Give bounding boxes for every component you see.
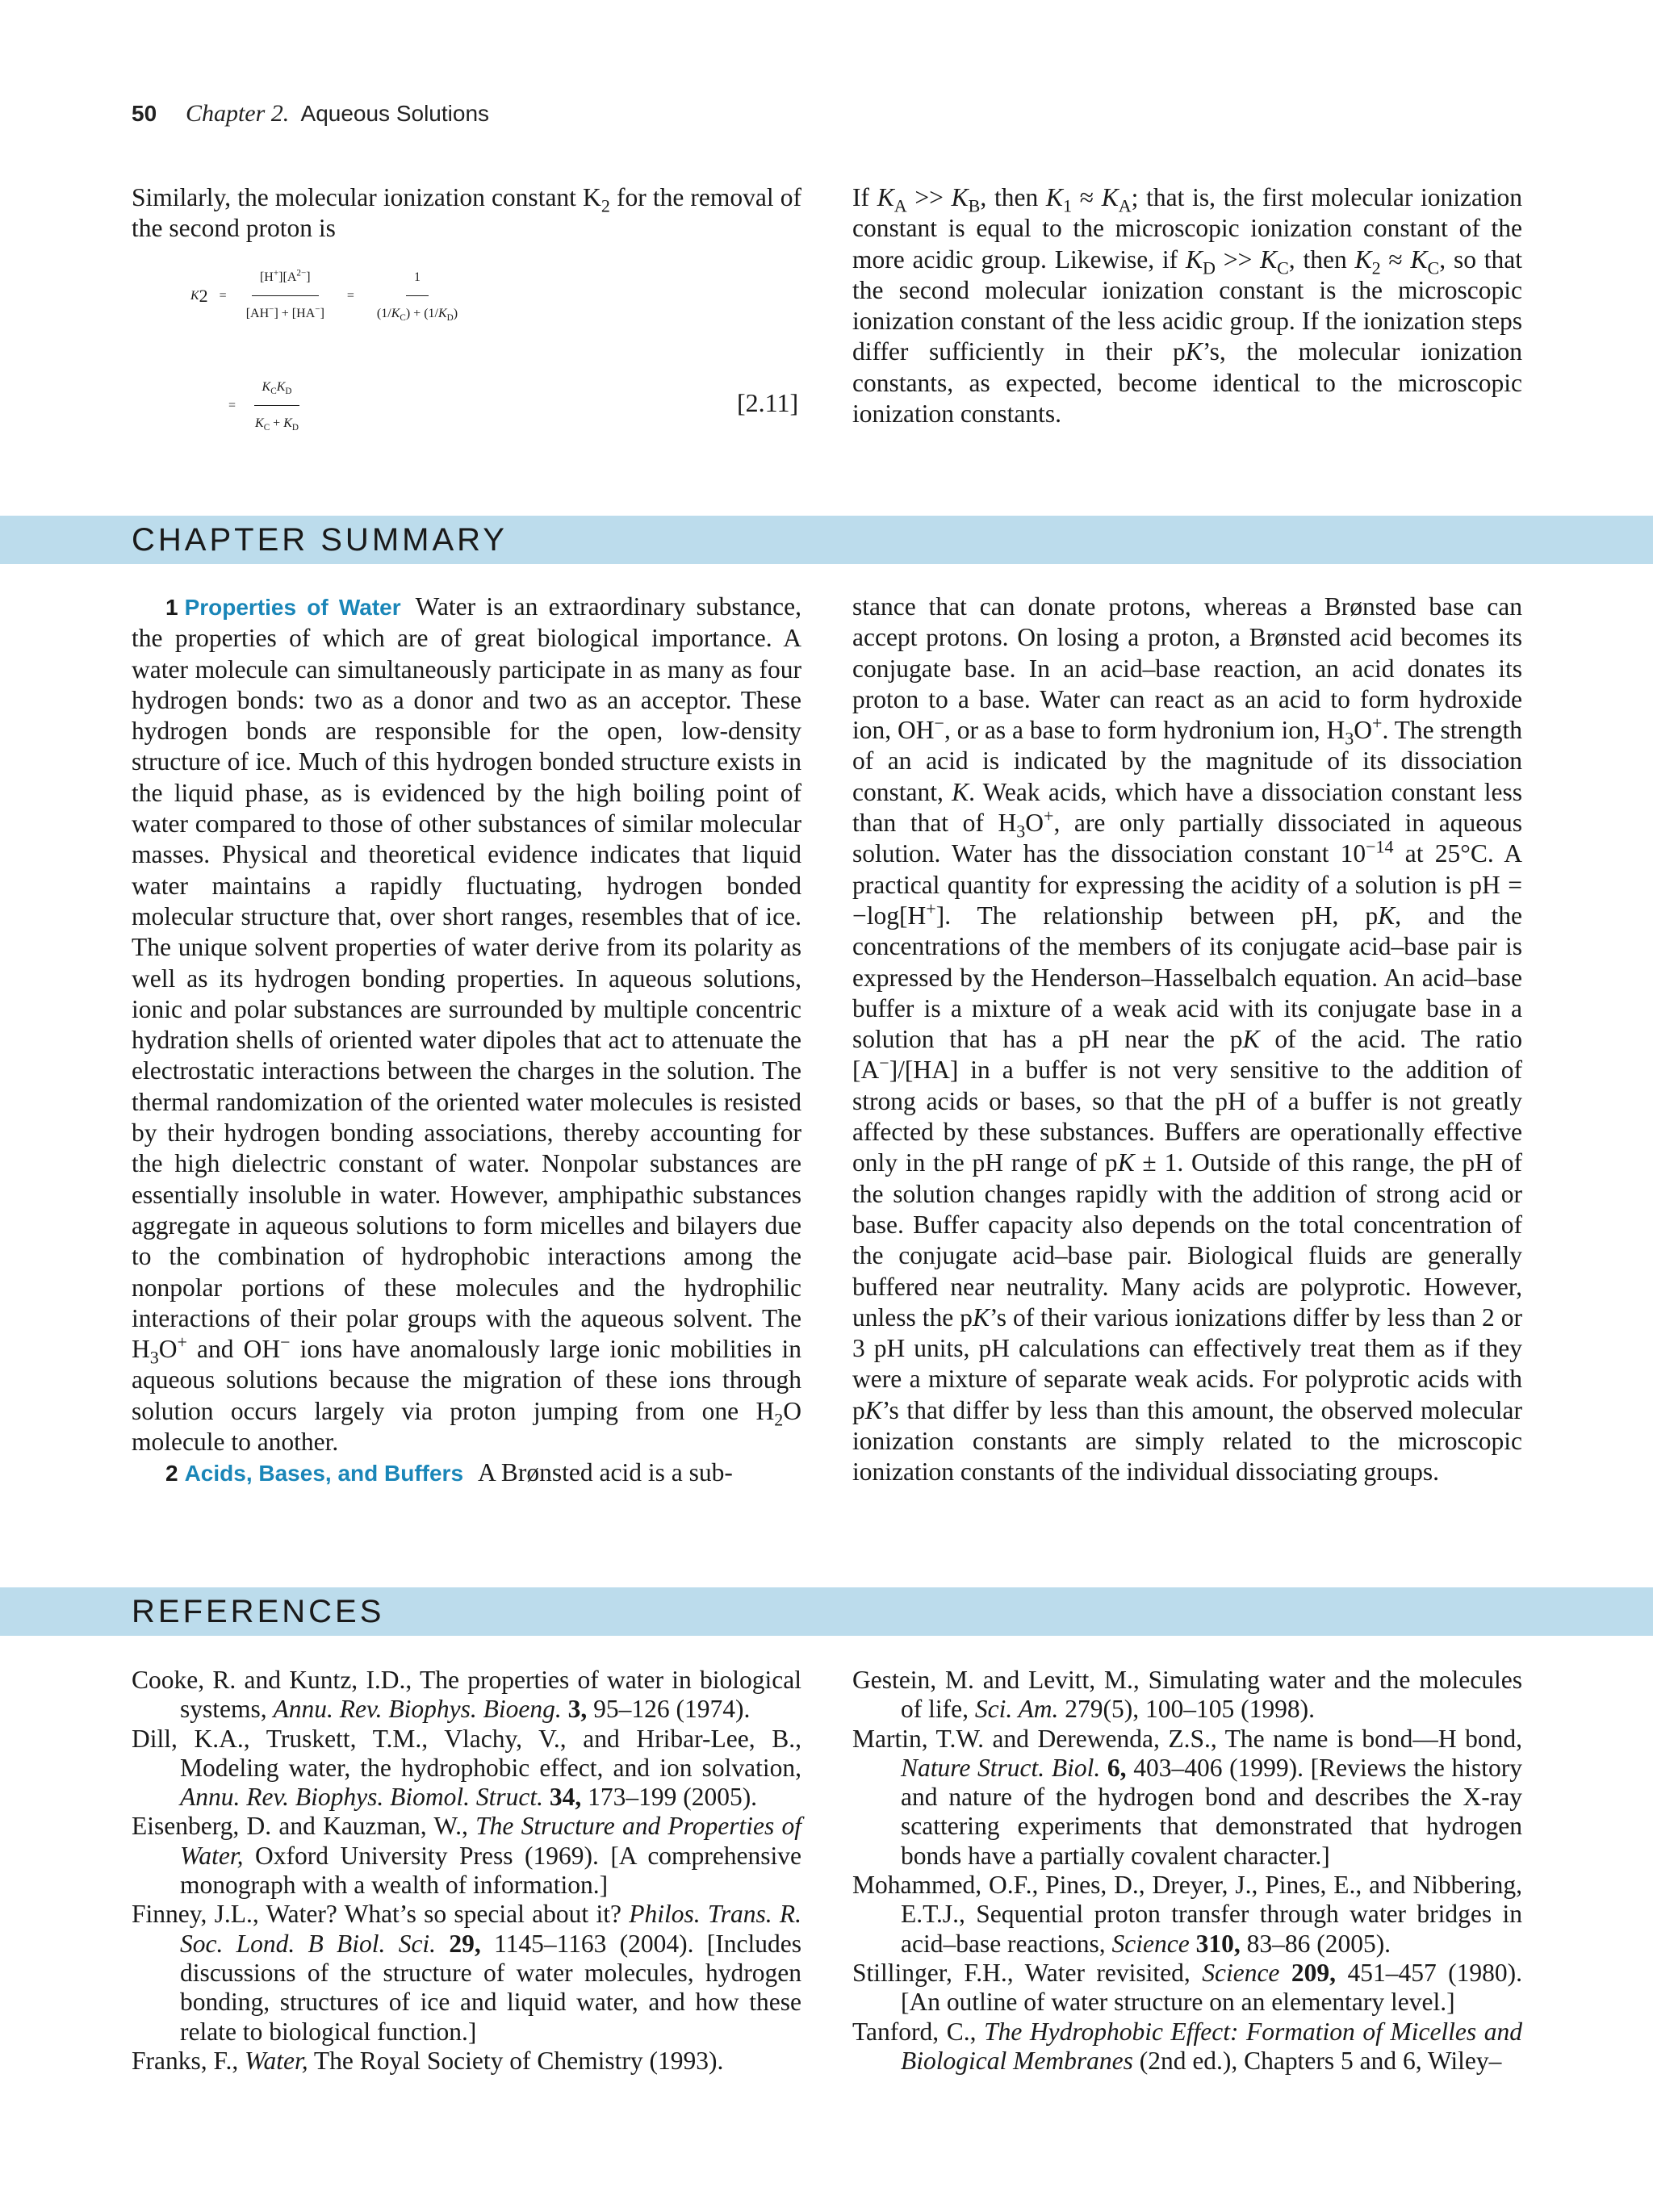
summary-section-1 [132,592,801,1457]
references-heading: REFERENCES [132,1594,385,1629]
fraction-k2-concentrations: $\frac{[H^+][A^{2-}]}{[AH^-] + [HA^-]}$ [238,260,333,332]
intro-left-text: Similarly, the molecular ionization constant $K_2$ for the removal of the second proton is [132,183,801,243]
equation-number: [2.11] [737,388,799,417]
chapter-title: Aqueous Solutions [300,101,490,126]
running-head [132,100,489,128]
section-1-number: 1 [165,595,178,620]
fraction-k2-reciprocals: $\frac{1}{(1/K_C) + (1/K_D)}$ [369,260,466,332]
section-1-title: Properties of Water [184,595,401,620]
summary-left-column [132,592,801,1490]
reference-item: Martin, T.W. and Derewenda, Z.S., The name is bond—H bond, Nature Struct. Biol. 6, 403–406 (1999). [Reviews the history and nature of the hydrogen bond and describes the X-ray scattering experiments that demonstrated that hydrogen bonds have a partially covalent character.] [852,1724,1523,1870]
section-2-number: 2 [165,1461,178,1487]
reference-item: Eisenberg, D. and Kauzman, W., The Structure and Properties of Water, Oxford University Press (1969). [A comprehensive monograph with a wealth of information.] [132,1812,801,1900]
section-1-text: Water is an extraordinary substance, the properties of which are of great biological importance. A water molecule can simultaneously participate in as many as four hydrogen bonds: two as a donor and two as an acceptor. These hydrogen bonds are responsible for the open, low-density structure of ice. Much of this hydrogen bonded structure exists in the liquid phase, as is evidenced by the high boiling point of water compared to those of other substances of similar molecular masses. Physical and theoretical evidence indicates that liquid water maintains a rapidly fluctuating, hydrogen bonded molecular structure that, over short ranges, resembles that of ice. The unique solvent properties of water derive from its polarity as well as its hydrogen bonding properties. In aqueous solutions, ionic and polar substances are surrounded by multiple concentric hydration shells of oriented water dipoles that act to attenuate the electrostatic interactions between the charges in the solution. The thermal randomization of the oriented water molecules is resisted by their hydrogen bonding associations, thereby accounting for the high dielectric constant of water. Nonpolar substances are essentially insoluble in water. However, amphipathic substances aggregate in aqueous solutions to form micelles and bilayers due to the combination of hydrophobic interactions among the nonpolar portions of these molecules and the hydrophilic interactions of their polar groups with the aqueous solvent. The $H_3O^+$ and OH− ions have anomalously large ionic mobilities in aqueous solutions because the migration of these ions through solution occurs largely via proton jumping from one $H_2O$ molecule to another. [132,592,801,1457]
chapter-summary-heading: CHAPTER SUMMARY [132,522,508,558]
equation-k2-line2: = $\frac{K_CK_D}{K_C + K_D}$ [228,370,307,441]
summary-right-column: stance that can donate protons, whereas a Brønsted base can accept protons. On losing a proton, a Brønsted acid becomes its conjugate base. In an acid–base reaction, an acid donates its proton to a base. Water can react as an acid to form hydroxide ion, OH−, or as a base to form hydronium ion, $H_3O^+$. The strength of an acid is indicated by the magnitude of its dissociation constant, K. Weak acids, which have a dissociation constant less than that of $H_3O^+$, are only partially dissociated in aqueous solution. Water has the dissociation constant $10^{-14}$ at 25°C. A practical quantity for expressing the acidity of a solution is pH = −log[H+]. The relationship between pH, pK, and the concentrations of the members of its conjugate acid–base pair is expressed by the Henderson–Hasselbalch equation. An acid–base buffer is a mixture of a weak acid with its conjugate base in a solution that has a pH near the pK of the acid. The ratio [A−]/[HA] in a buffer is not very sensitive to the addition of strong acids or bases, so that the pH of a buffer is not greatly affected by these substances. Buffers are operationally effective only in the pH range of pK ± 1. Outside of this range, the pH of the solution changes rapidly with the addition of strong acid or base. Buffer capacity also depends on the total concentration of the conjugate acid–base pair. Biological fluids are generally buffered near neutrality. Many acids are polyprotic. However, unless the pK’s of their various ionizations differ by less than 2 or 3 pH units, pH calculations can effectively treat them as if they were a mixture of separate weak acids. For polyprotic acids with pK’s that differ by less than this amount, the observed molecular ionization constants are simply related to the microscopic ionization constants of the individual dissociating groups. [852,592,1522,1487]
reference-item: Cooke, R. and Kuntz, I.D., The properties of water in biological systems, Annu. Rev. Biophys. Bioeng. 3, 95–126 (1974). [132,1666,801,1724]
section-2-text-start: A Brønsted acid is a sub- [478,1458,733,1487]
references-left-column [132,1666,801,2076]
reference-item: Finney, J.L., Water? What’s so special about it? Philos. Trans. R. Soc. Lond. B Biol. Sci. 29, 1145–1163 (2004). [Includes discussions of the structure of water molecules, hydrogen bonding, structures of ice and liquid water, and how these relate to biological function.] [132,1900,802,2046]
section-2-title: Acids, Bases, and Buffers [184,1461,464,1487]
equation-k2-line1: K 2 = $\frac{[H^+][A^{2-}]}{[AH^-] + [HA^-]}$ = $\frac{1}{(1/K_C) + (1/K_D)}$ [190,260,466,332]
reference-item: Gestein, M. and Levitt, M., Simulating water and the molecules of life, Sci. Am. 279(5), 100–105 (1998). [852,1666,1522,1724]
reference-item: Dill, K.A., Truskett, T.M., Vlachy, V., and Hribar-Lee, B., Modeling water, the hydrophobic effect, and ion solvation, Annu. Rev. Biophys. Biomol. Struct. 34, 173–199 (2005). [132,1724,801,1812]
reference-item: Franks, F., Water, The Royal Society of Chemistry (1993). [132,2046,724,2075]
references-right-column [852,1666,1522,2076]
reference-item: Mohammed, O.F., Pines, D., Dreyer, J., Pines, E., and Nibbering, E.T.J., Sequential proton transfer through water bridges in acid–base reactions, Science 310, 83–86 (2005). [852,1871,1522,1958]
intro-right-text: If $K_A >> K_B$, then $K_1 \approx K_A$; that is, the first molecular ionization constant is equal to the microscopic ionization constant of the more acidic group. Likewise, if $K_D >> K_C$, then $K_2 \approx K_C$, so that the second molecular ionization constant is the microscopic ionization constant of the less acidic group. If the ionization steps differ sufficiently in their pK’s, the molecular ionization constants, as expected, become identical to the microscopic ionization constants. [852,183,1523,429]
reference-item: Tanford, C., The Hydrophobic Effect: Formation of Micelles and Biological Membranes (2nd ed.), Chapters 5 and 6, Wiley– [852,2017,1523,2075]
chapter-label: Chapter 2. [185,100,290,127]
page-number: 50 [132,101,157,126]
reference-item: Stillinger, F.H., Water revisited, Science 209, 451–457 (1980). [An outline of water structure on an elementary level.] [852,1958,1523,2017]
chapter-summary-band [0,516,1653,564]
fraction-kc-kd: $\frac{K_CK_D}{K_C + K_D}$ [247,370,307,441]
references-band [0,1587,1653,1636]
summary-section-2-start [132,1457,801,1489]
